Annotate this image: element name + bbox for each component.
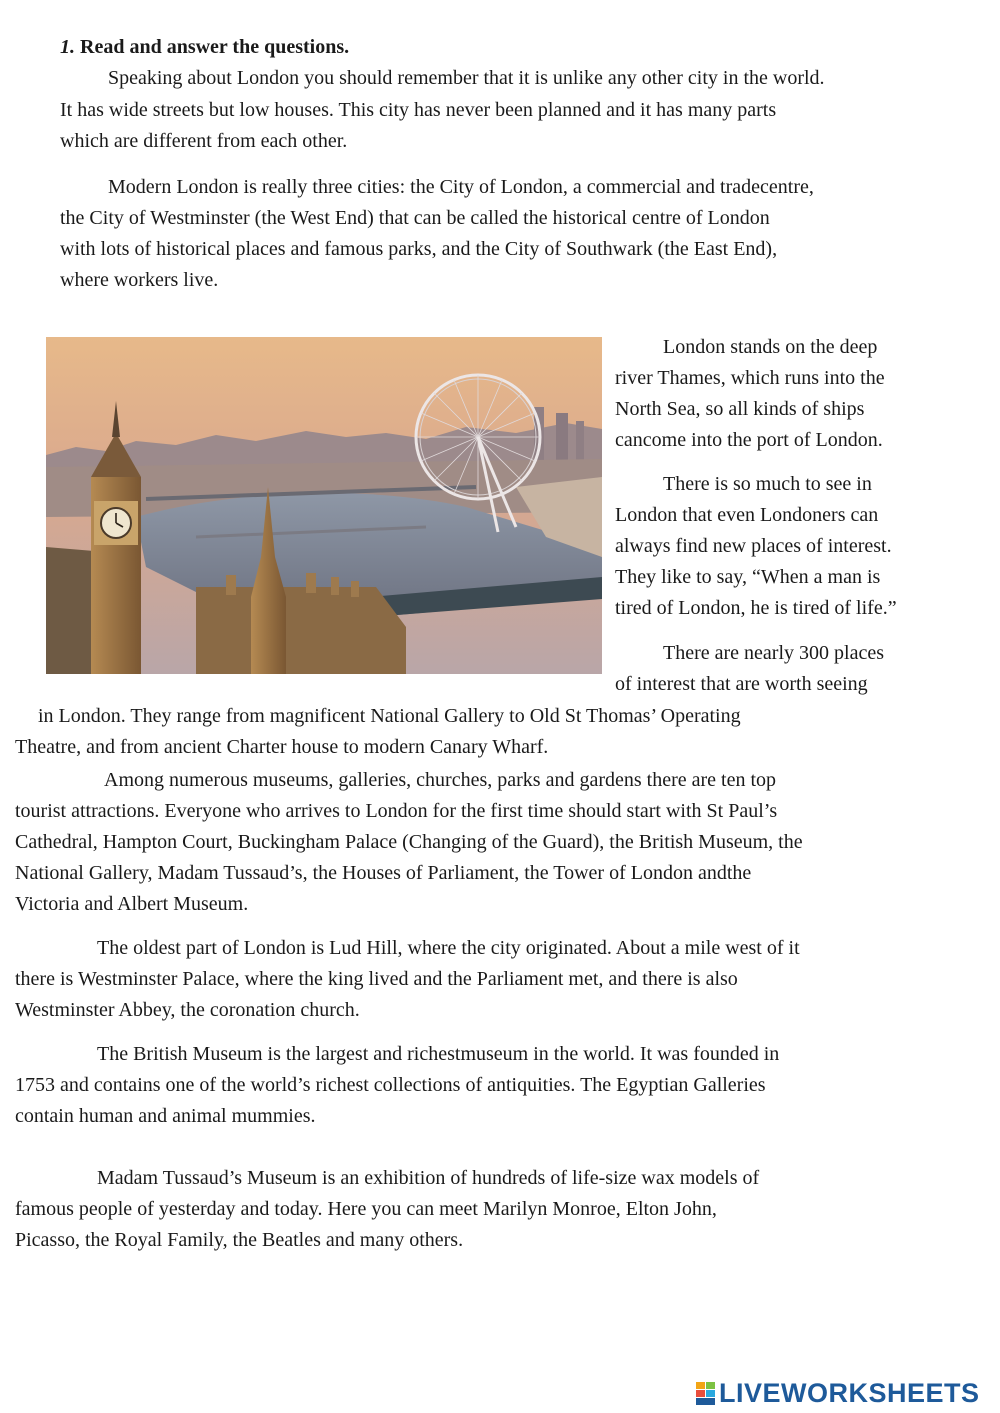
exercise-title: Read and answer the questions. xyxy=(80,36,350,58)
text-line: Cathedral, Hampton Court, Buckingham Palace (Changing of the Guard), the British Museum, the xyxy=(15,831,803,853)
text-line: the City of Westminster (the West End) that can be called the historical centre of London xyxy=(60,207,770,229)
houses-of-parliament xyxy=(196,587,406,674)
text-line: Speaking about London you should remember that it is unlike any other city in the world. xyxy=(108,67,825,89)
text-line: It has wide streets but low houses. This city has never been planned and it has many parts xyxy=(60,99,777,121)
text-line: National Gallery, Madam Tussaud’s, the Houses of Parliament, the Tower of London andthe xyxy=(15,862,752,884)
text-line: famous people of yesterday and today. Here you can meet Marilyn Monroe, Elton John, xyxy=(15,1198,717,1220)
text-line: London that even Londoners can xyxy=(615,504,879,526)
exercise-number: 1. xyxy=(60,36,75,58)
text-line: Picasso, the Royal Family, the Beatles and many others. xyxy=(15,1229,464,1251)
text-line: The oldest part of London is Lud Hill, where the city originated. About a mile west of it xyxy=(97,937,800,959)
text-line: where workers live. xyxy=(60,269,219,291)
text-line: with lots of historical places and famous parks, and the City of Southwark (the East End), xyxy=(60,238,778,260)
liveworksheets-logo xyxy=(696,1378,980,1408)
text-line: North Sea, so all kinds of ships xyxy=(615,398,865,420)
text-line: river Thames, which runs into the xyxy=(615,367,885,389)
text-line: Theatre, and from ancient Charter house to modern Canary Wharf. xyxy=(15,736,549,758)
text-line: They like to say, “When a man is xyxy=(615,566,881,588)
text-line: There are nearly 300 places xyxy=(663,642,884,664)
exercise-heading xyxy=(60,32,349,63)
text-line: of interest that are worth seeing xyxy=(615,673,868,695)
text-line: cancome into the port of London. xyxy=(615,429,883,451)
text-line: Victoria and Albert Museum. xyxy=(15,893,249,915)
tower-block xyxy=(556,413,568,467)
text-line: Westminster Abbey, the coronation church. xyxy=(15,999,360,1021)
text-line: The British Museum is the largest and richestmuseum in the world. It was founded in xyxy=(97,1043,780,1065)
text-line: contain human and animal mummies. xyxy=(15,1105,316,1127)
text-line: tourist attractions. Everyone who arrives to London for the first time should start with St Paul’s xyxy=(15,800,778,822)
text-line: Modern London is really three cities: the City of London, a commercial and tradecentre, xyxy=(108,176,814,198)
liveworksheets-logo-text: LIVEWORKSHEETS xyxy=(719,1377,980,1408)
text-line: There is so much to see in xyxy=(663,473,872,495)
text-line: London stands on the deep xyxy=(663,336,878,358)
text-line: always find new places of interest. xyxy=(615,535,892,557)
text-line: Madam Tussaud’s Museum is an exhibition of hundreds of life-size wax models of xyxy=(97,1167,760,1189)
text-line: 1753 and contains one of the world’s richest collections of antiquities. The Egyptian Galleries xyxy=(15,1074,766,1096)
text-line: in London. They range from magnificent National Gallery to Old St Thomas’ Operating xyxy=(38,705,741,727)
text-line: tired of London, he is tired of life.” xyxy=(615,597,897,619)
text-line: there is Westminster Palace, where the king lived and the Parliament met, and there is also xyxy=(15,968,738,990)
text-line: which are different from each other. xyxy=(60,130,348,152)
text-line: Among numerous museums, galleries, churches, parks and gardens there are ten top xyxy=(104,769,777,791)
liveworksheets-logo-icon xyxy=(696,1380,716,1406)
london-panorama-photo xyxy=(46,337,602,674)
